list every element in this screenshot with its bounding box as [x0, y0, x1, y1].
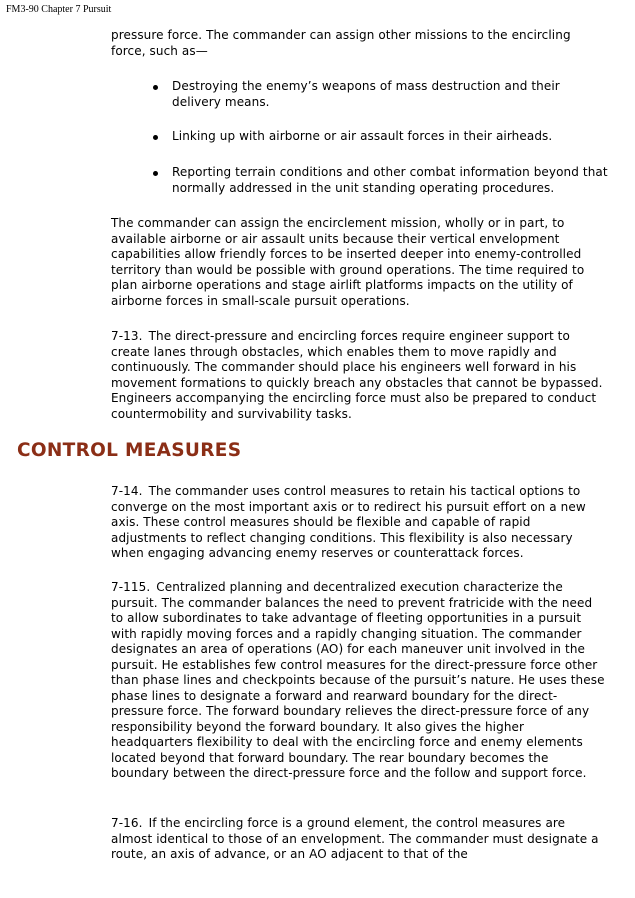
- paragraph-number: 7-14.: [111, 484, 143, 498]
- paragraph-text: Centralized planning and decentralized execution characterize the pursuit. The commander balances the need to prevent fratricide with the need to allow subordinates to take advantage of fleeting opportunities in a pursuit with rapidly moving forces and a rapidly changing situation. The commander designates an area of operations (AO) for each maneuver unit involved in the pursuit. He establishes few control measures for the direct-pressure force other than phase lines and checkpoints because of the pursuit’s nature. He uses these phase lines to designate a forward and rearward boundary for the direct-pressure force. The forward boundary relieves the direct-pressure force of any responsibility beyond the forward boundary. It also gives the higher headquarters flexibility to deal with the encircling force and enemy elements located beyond that forward boundary. The rear boundary becomes the boundary between the direct-pressure force and the follow and support force.: [111, 580, 605, 780]
- list-item-text: Linking up with airborne or air assault forces in their airheads.: [172, 129, 553, 143]
- paragraph-7-115: [111, 580, 606, 782]
- section-heading: CONTROL MEASURES: [17, 440, 242, 461]
- paragraph-7-13: [111, 329, 606, 422]
- bullet-icon: [153, 135, 158, 140]
- bullet-icon: [153, 171, 158, 176]
- running-header: FM3-90 Chapter 7 Pursuit: [6, 4, 112, 15]
- list-item-text: Reporting terrain conditions and other combat information beyond that normally addressed in the unit standing operating procedures.: [172, 165, 608, 195]
- paragraph-number: 7-115.: [111, 580, 151, 594]
- bullet-icon: [153, 85, 158, 90]
- paragraph-7-14: [111, 484, 606, 562]
- intro-continued-paragraph: pressure force. The commander can assign other missions to the encircling force, such as—: [111, 28, 571, 58]
- list-item-text: Destroying the enemy’s weapons of mass destruction and their delivery means.: [172, 79, 560, 109]
- paragraph-text: If the encircling force is a ground element, the control measures are almost identical to those of an envelopment. The commander must designate a route, an axis of advance, or an AO adjacent to that of the: [111, 816, 599, 861]
- paragraph-text: The commander uses control measures to retain his tactical options to converge on the most important axis or to redirect his pursuit effort on a new axis. These control measures should be flexible and capable of rapid adjustments to reflect changing conditions. This flexibility is also necessary when engaging advancing enemy reserves or counterattack forces.: [111, 484, 586, 560]
- paragraph-text: The direct-pressure and encircling forces require engineer support to create lanes through obstacles, which enables them to move rapidly and continuously. The commander should place his engineers well forward in his movement formations to quickly breach any obstacles that cannot be bypassed. Engineers accompanying the encircling force must also be prepared to conduct countermobility and survivability tasks.: [111, 329, 603, 421]
- paragraph-number: 7-16.: [111, 816, 143, 830]
- encirclement-paragraph: The commander can assign the encirclement mission, wholly or in part, to available airborne or air assault units because their vertical envelopment capabilities allow friendly forces to be inserted deeper into enemy-controlled territory than would be possible with ground operations. The time required to plan airborne operations and stage airlift platforms impacts on the utility of airborne forces in small-scale pursuit operations.: [111, 216, 585, 308]
- paragraph-7-16: [111, 816, 606, 863]
- paragraph-number: 7-13.: [111, 329, 143, 343]
